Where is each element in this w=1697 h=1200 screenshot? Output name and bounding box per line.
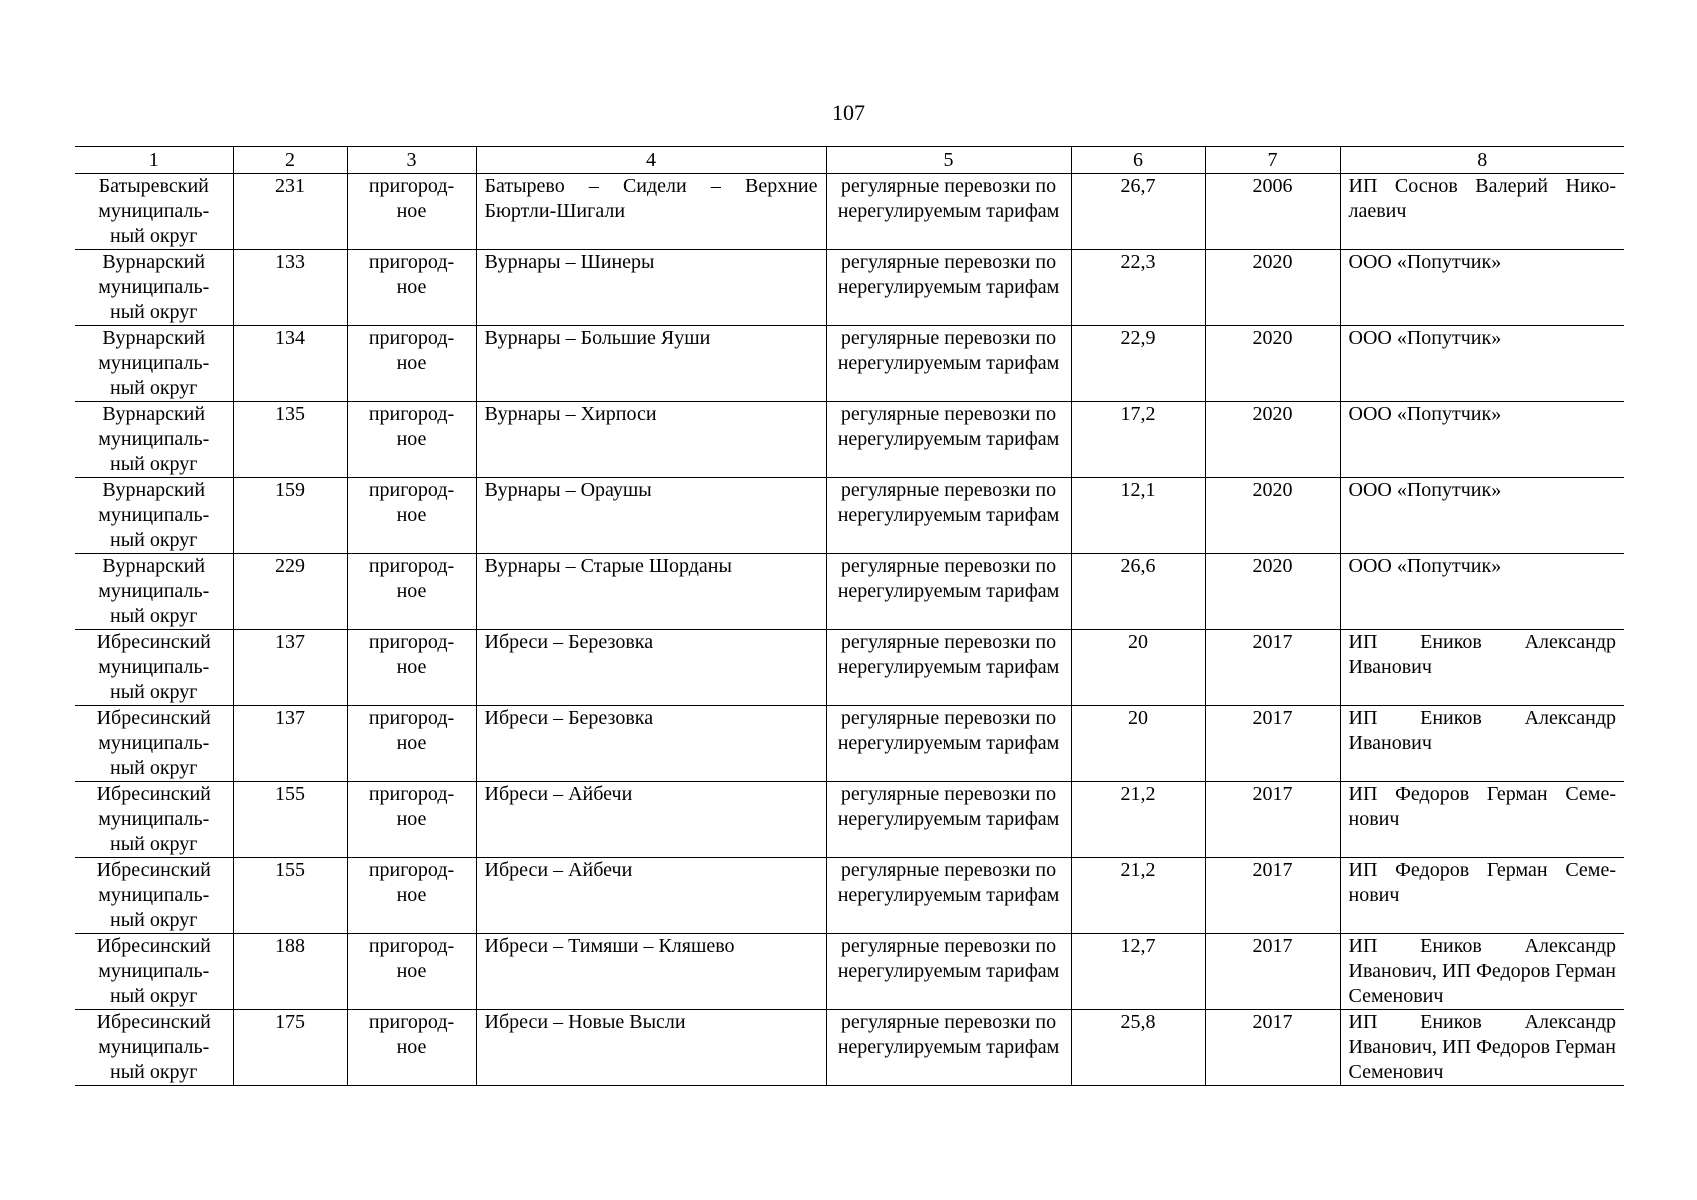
transport-kind-cell: регулярные перевозки по нерегулируемым тарифам (826, 706, 1071, 782)
route-number-cell: 159 (233, 478, 347, 554)
district-cell: Ибресинский муниципаль-ный округ (75, 630, 233, 706)
route-number-cell: 135 (233, 402, 347, 478)
year-cell: 2017 (1205, 858, 1340, 934)
routes-table (75, 146, 1624, 1086)
route-length-cell: 21,2 (1071, 858, 1205, 934)
carrier-cell: ИП Еников Александр Иванович (1340, 706, 1624, 782)
district-cell: Ибресинский муниципаль-ный округ (75, 934, 233, 1010)
column-header: 3 (347, 147, 476, 174)
route-number-cell: 137 (233, 706, 347, 782)
transport-kind-cell: регулярные перевозки по нерегулируемым тарифам (826, 554, 1071, 630)
column-header: 1 (75, 147, 233, 174)
route-number-cell: 137 (233, 630, 347, 706)
page-number: 107 (832, 100, 865, 125)
transport-kind-cell: регулярные перевозки по нерегулируемым тарифам (826, 402, 1071, 478)
route-length-cell: 21,2 (1071, 782, 1205, 858)
table-row (75, 478, 1624, 554)
route-type-cell: пригород-ное (347, 934, 476, 1010)
route-type-cell: пригород-ное (347, 174, 476, 250)
route-type-cell: пригород-ное (347, 250, 476, 326)
year-cell: 2017 (1205, 934, 1340, 1010)
column-header: 6 (1071, 147, 1205, 174)
route-length-cell: 12,1 (1071, 478, 1205, 554)
district-cell: Вурнарский муниципаль-ный округ (75, 478, 233, 554)
route-name-cell: Вурнары – Шинеры (476, 250, 826, 326)
route-type-cell: пригород-ное (347, 858, 476, 934)
year-cell: 2020 (1205, 326, 1340, 402)
carrier-cell: ИП Федоров Герман Семе-нович (1340, 858, 1624, 934)
carrier-cell: ИП Еников Александр Иванович, ИП Федоров Герман Семенович (1340, 1010, 1624, 1086)
table-row (75, 934, 1624, 1010)
route-type-cell: пригород-ное (347, 478, 476, 554)
route-name-cell: Ибреси – Березовка (476, 706, 826, 782)
carrier-cell: ИП Еников Александр Иванович (1340, 630, 1624, 706)
year-cell: 2020 (1205, 554, 1340, 630)
transport-kind-cell: регулярные перевозки по нерегулируемым тарифам (826, 934, 1071, 1010)
route-type-cell: пригород-ное (347, 630, 476, 706)
carrier-cell: ООО «Попутчик» (1340, 250, 1624, 326)
transport-kind-cell: регулярные перевозки по нерегулируемым тарифам (826, 326, 1071, 402)
route-name-cell: Ибреси – Айбечи (476, 782, 826, 858)
table-row (75, 174, 1624, 250)
route-number-cell: 155 (233, 858, 347, 934)
year-cell: 2017 (1205, 706, 1340, 782)
route-length-cell: 26,7 (1071, 174, 1205, 250)
route-length-cell: 12,7 (1071, 934, 1205, 1010)
table-row (75, 858, 1624, 934)
table-row (75, 402, 1624, 478)
transport-kind-cell: регулярные перевозки по нерегулируемым тарифам (826, 174, 1071, 250)
carrier-cell: ИП Федоров Герман Семе-нович (1340, 782, 1624, 858)
district-cell: Ибресинский муниципаль-ный округ (75, 858, 233, 934)
route-name-cell: Вурнары – Хирпоси (476, 402, 826, 478)
year-cell: 2017 (1205, 1010, 1340, 1086)
carrier-cell: ООО «Попутчик» (1340, 478, 1624, 554)
route-length-cell: 20 (1071, 630, 1205, 706)
route-type-cell: пригород-ное (347, 706, 476, 782)
route-type-cell: пригород-ное (347, 1010, 476, 1086)
route-name-cell: Ибреси – Айбечи (476, 858, 826, 934)
column-header: 7 (1205, 147, 1340, 174)
route-type-cell: пригород-ное (347, 326, 476, 402)
route-number-cell: 231 (233, 174, 347, 250)
district-cell: Ибресинский муниципаль-ный округ (75, 706, 233, 782)
route-length-cell: 26,6 (1071, 554, 1205, 630)
district-cell: Вурнарский муниципаль-ный округ (75, 554, 233, 630)
route-name-cell: Вурнары – Ораушы (476, 478, 826, 554)
year-cell: 2006 (1205, 174, 1340, 250)
table-row (75, 630, 1624, 706)
table-row (75, 554, 1624, 630)
route-type-cell: пригород-ное (347, 402, 476, 478)
transport-kind-cell: регулярные перевозки по нерегулируемым тарифам (826, 858, 1071, 934)
route-name-cell: Ибреси – Березовка (476, 630, 826, 706)
district-cell: Ибресинский муниципаль-ный округ (75, 1010, 233, 1086)
route-length-cell: 22,3 (1071, 250, 1205, 326)
transport-kind-cell: регулярные перевозки по нерегулируемым тарифам (826, 250, 1071, 326)
column-header: 2 (233, 147, 347, 174)
carrier-cell: ИП Соснов Валерий Нико-лаевич (1340, 174, 1624, 250)
year-cell: 2017 (1205, 630, 1340, 706)
route-length-cell: 17,2 (1071, 402, 1205, 478)
route-number-cell: 188 (233, 934, 347, 1010)
route-name-cell: Ибреси – Новые Высли (476, 1010, 826, 1086)
route-name-cell: Батырево – Сидели – Верхние Бюртли-Шигали (476, 174, 826, 250)
route-number-cell: 133 (233, 250, 347, 326)
table-row (75, 706, 1624, 782)
carrier-cell: ООО «Попутчик» (1340, 554, 1624, 630)
route-length-cell: 20 (1071, 706, 1205, 782)
year-cell: 2017 (1205, 782, 1340, 858)
table-row (75, 1010, 1624, 1086)
transport-kind-cell: регулярные перевозки по нерегулируемым тарифам (826, 1010, 1071, 1086)
transport-kind-cell: регулярные перевозки по нерегулируемым тарифам (826, 478, 1071, 554)
column-header: 5 (826, 147, 1071, 174)
route-number-cell: 155 (233, 782, 347, 858)
year-cell: 2020 (1205, 402, 1340, 478)
table-row (75, 250, 1624, 326)
route-number-cell: 175 (233, 1010, 347, 1086)
transport-kind-cell: регулярные перевозки по нерегулируемым тарифам (826, 782, 1071, 858)
route-number-cell: 134 (233, 326, 347, 402)
transport-kind-cell: регулярные перевозки по нерегулируемым тарифам (826, 630, 1071, 706)
district-cell: Батыревский муниципаль-ный округ (75, 174, 233, 250)
carrier-cell: ООО «Попутчик» (1340, 402, 1624, 478)
district-cell: Вурнарский муниципаль-ный округ (75, 402, 233, 478)
column-number-row (75, 147, 1624, 174)
table-row (75, 326, 1624, 402)
district-cell: Вурнарский муниципаль-ный округ (75, 250, 233, 326)
route-length-cell: 22,9 (1071, 326, 1205, 402)
carrier-cell: ИП Еников Александр Иванович, ИП Федоров Герман Семенович (1340, 934, 1624, 1010)
district-cell: Ибресинский муниципаль-ный округ (75, 782, 233, 858)
column-header: 4 (476, 147, 826, 174)
district-cell: Вурнарский муниципаль-ный округ (75, 326, 233, 402)
route-type-cell: пригород-ное (347, 782, 476, 858)
route-number-cell: 229 (233, 554, 347, 630)
column-header: 8 (1340, 147, 1624, 174)
year-cell: 2020 (1205, 250, 1340, 326)
carrier-cell: ООО «Попутчик» (1340, 326, 1624, 402)
year-cell: 2020 (1205, 478, 1340, 554)
route-type-cell: пригород-ное (347, 554, 476, 630)
route-name-cell: Вурнары – Большие Яуши (476, 326, 826, 402)
route-name-cell: Вурнары – Старые Шорданы (476, 554, 826, 630)
route-name-cell: Ибреси – Тимяши – Кляшево (476, 934, 826, 1010)
table-row (75, 782, 1624, 858)
route-length-cell: 25,8 (1071, 1010, 1205, 1086)
